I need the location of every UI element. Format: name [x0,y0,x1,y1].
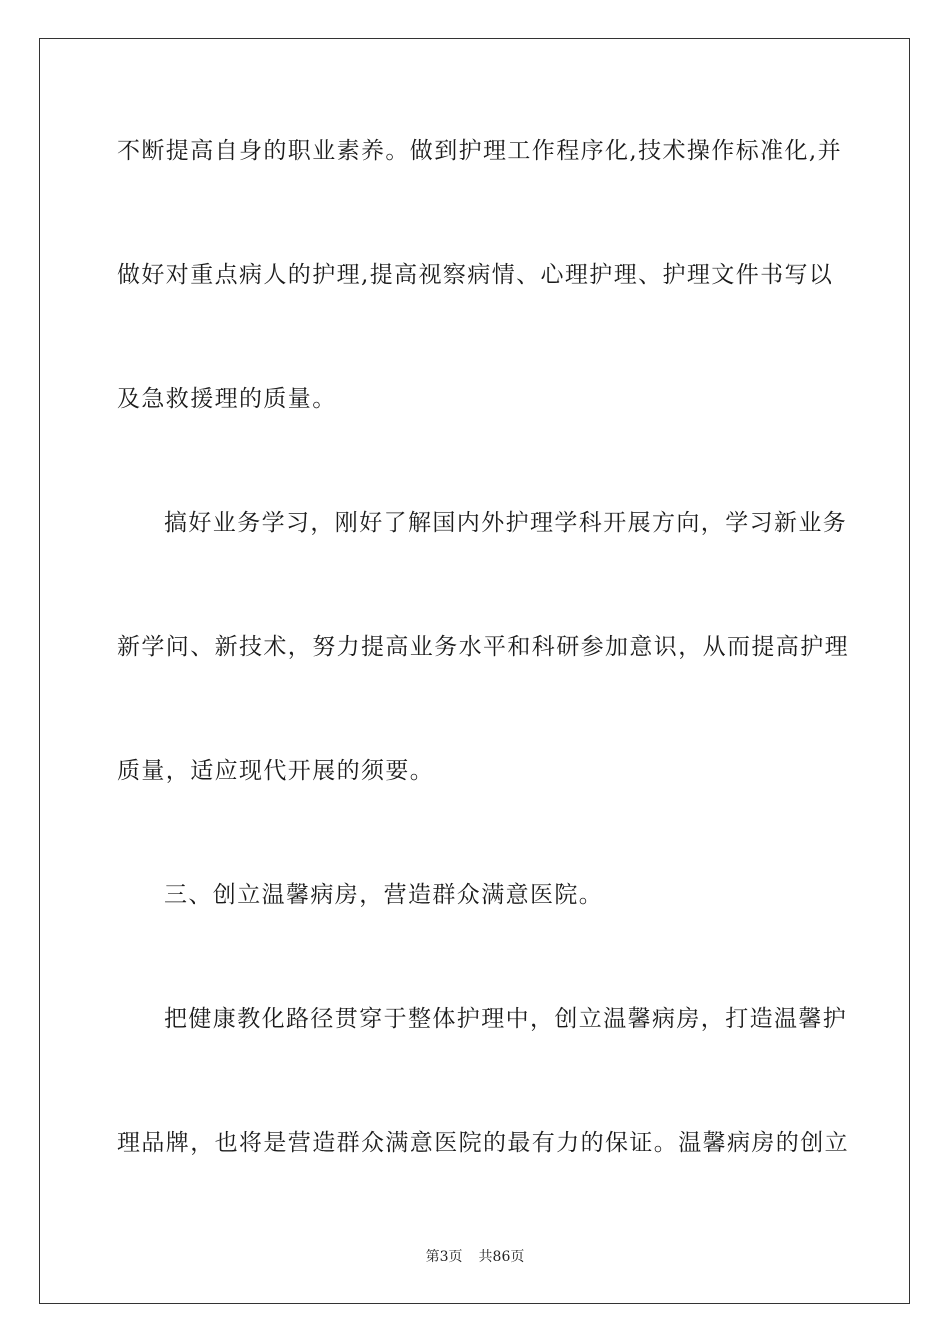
total-pages: 共86页 [478,1249,525,1265]
page-number: 第3页 [425,1249,463,1265]
body-line-6: 质量，适应现代开展的须要。 [117,758,435,784]
body-line-2: 做好对重点病人的护理,提高视察病情、心理护理、护理文件书写以 [117,262,834,288]
body-line-5: 新学问、新技术，努力提高业务水平和科研参加意识，从而提高护理 [117,634,849,660]
body-line-3: 及急救援理的质量。 [117,386,337,412]
paragraph-start-line: 把健康教化路径贯穿于整体护理中，创立温馨病房，打造温馨护 [164,1006,848,1032]
paragraph-start-line: 搞好业务学习，刚好了解国内外护理学科开展方向，学习新业务 [164,510,848,536]
body-line-9: 理品牌，也将是营造群众满意医院的最有力的保证。温馨病房的创立 [117,1130,849,1156]
section-heading: 三、创立温馨病房，营造群众满意医院。 [164,882,604,908]
page-frame [39,38,910,1304]
body-line-1: 不断提高自身的职业素养。做到护理工作程序化,技术操作标准化,并 [117,138,843,164]
page-footer [0,1247,950,1267]
